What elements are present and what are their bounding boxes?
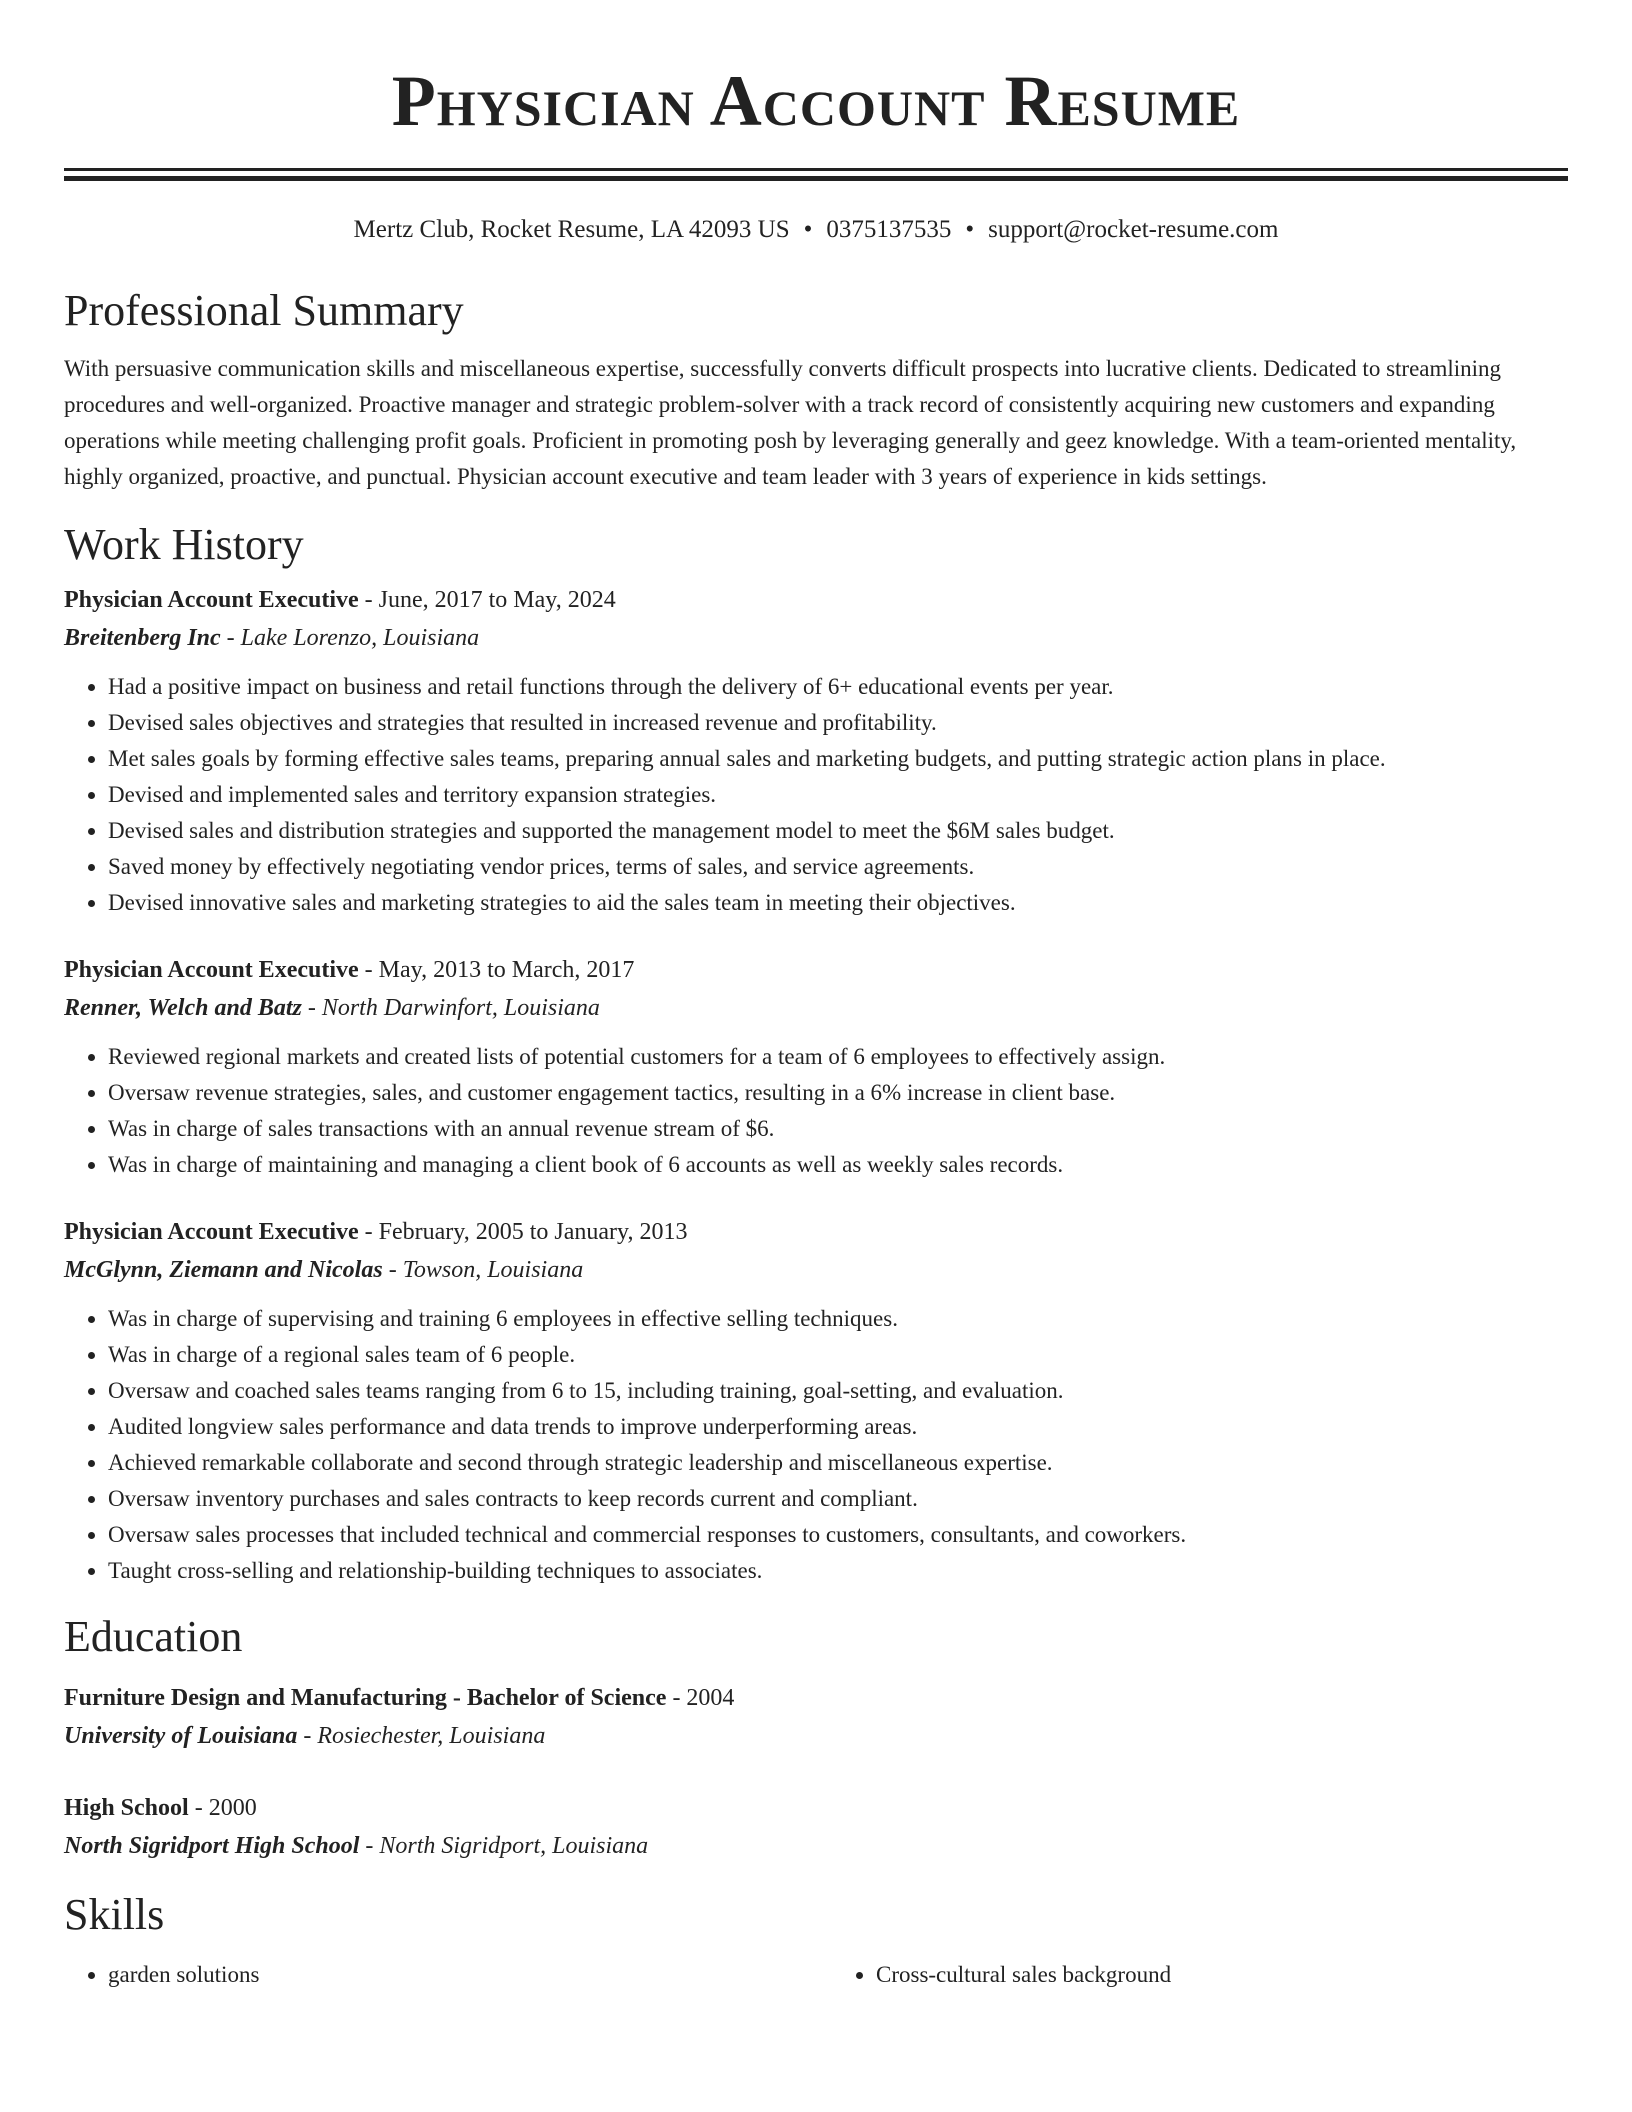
skills-right-column: [800, 1957, 1568, 1993]
job-bullets: [64, 1301, 1568, 1589]
work-history-heading: Work History: [64, 520, 304, 569]
title-divider-bottom: [64, 176, 1568, 181]
job-location: - Lake Lorenzo, Louisiana: [220, 625, 480, 651]
job-bullet: • Reviewed regional markets and created lists of potential customers for a team of 6 employees to effectively assign.: [108, 1039, 1568, 1075]
contact-address: Mertz Club, Rocket Resume, LA 42093 US: [353, 216, 790, 243]
job-bullet: • Oversaw revenue strategies, sales, and customer engagement tactics, resulting in a 6% increase in client base.: [108, 1075, 1568, 1111]
skills-columns: [64, 1957, 1568, 1993]
education-school: University of Louisiana: [64, 1723, 298, 1749]
job-location: - North Darwinfort, Louisiana: [301, 995, 600, 1021]
job-bullet: • Saved money by effectively negotiating vendor prices, terms of sales, and service agreements.: [108, 849, 1568, 885]
education-year: - 2000: [188, 1795, 257, 1821]
contact-separator: •: [965, 216, 975, 243]
job-title: Physician Account Executive: [64, 957, 359, 983]
job-bullet: • Audited longview sales performance and data trends to improve underperforming areas.: [108, 1409, 1568, 1445]
job-employer: [64, 619, 1568, 657]
job-bullet: • Devised sales and distribution strategies and supported the management model to meet the $6M sales budget.: [108, 813, 1568, 849]
job-employer: [64, 1251, 1568, 1289]
job-bullet: • Had a positive impact on business and retail functions through the delivery of 6+ educational events per year.: [108, 669, 1568, 705]
skills-heading: Skills: [64, 1890, 165, 1939]
education-school-line: [64, 1827, 1568, 1865]
education-entry: [64, 1679, 1568, 1755]
resume-page: [64, 0, 1568, 1993]
contact-phone: 0375137535: [826, 216, 952, 243]
job-bullet: • Taught cross-selling and relationship-building techniques to associates.: [108, 1553, 1568, 1589]
education-year: - 2004: [666, 1685, 735, 1711]
skills-left-column: [64, 1957, 800, 1993]
job-company: Renner, Welch and Batz: [64, 995, 302, 1021]
job-bullet: • Was in charge of a regional sales team of 6 people.: [108, 1337, 1568, 1373]
education-degree: Furniture Design and Manufacturing - Bachelor of Science: [64, 1685, 667, 1711]
job-header: [64, 951, 1568, 989]
job-bullet: • Devised innovative sales and marketing strategies to aid the sales team in meeting their objectives.: [108, 885, 1568, 921]
education-location: - Rosiechester, Louisiana: [297, 1723, 546, 1749]
education-location: - North Sigridport, Louisiana: [359, 1833, 649, 1859]
job-bullets: [64, 1039, 1568, 1183]
job-dates: - June, 2017 to May, 2024: [358, 587, 616, 613]
skill-item: • Cross-cultural sales background: [876, 1957, 1568, 1993]
job-title: Physician Account Executive: [64, 1219, 359, 1245]
education-entry: [64, 1789, 1568, 1865]
job-header: [64, 581, 1568, 619]
contact-email[interactable]: support@rocket-resume.com: [988, 216, 1279, 243]
summary-text: With persuasive communication skills and miscellaneous expertise, successfully converts difficult prospects into lucrative clients. Dedicated to streamlining procedures and well-organized. Proactive manager and strategic problem-solver with a track record of consistently acquiring new customers and expanding operations while meeting challenging profit goals. Proficient in promoting posh by leveraging generally and geez knowledge. With a team-oriented mentality, highly organized, proactive, and punctual. Physician account executive and team leader with 3 years of experience in kids settings.: [64, 356, 1517, 489]
job-bullet: • Oversaw sales processes that included technical and commercial responses to customers, consultants, and coworkers.: [108, 1517, 1568, 1553]
job-entry: [64, 581, 1568, 921]
resume-title: Physician Account Resume: [391, 61, 1241, 141]
job-bullet: • Was in charge of maintaining and managing a client book of 6 accounts as well as weekly sales records.: [108, 1147, 1568, 1183]
education-header: [64, 1789, 1568, 1827]
job-bullet: • Met sales goals by forming effective sales teams, preparing annual sales and marketing budgets, and putting strategic action plans in place.: [108, 741, 1568, 777]
job-dates: - February, 2005 to January, 2013: [358, 1219, 688, 1245]
job-bullet: • Devised and implemented sales and territory expansion strategies.: [108, 777, 1568, 813]
job-bullet: • Oversaw and coached sales teams ranging from 6 to 15, including training, goal-setting, and evaluation.: [108, 1373, 1568, 1409]
education-header: [64, 1679, 1568, 1717]
title-divider-top: [64, 168, 1568, 171]
job-entry: [64, 951, 1568, 1183]
job-entry: [64, 1213, 1568, 1589]
education-heading: Education: [64, 1612, 243, 1661]
summary-heading: Professional Summary: [64, 286, 464, 335]
job-company: McGlynn, Ziemann and Nicolas: [64, 1257, 383, 1283]
job-location: - Towson, Louisiana: [382, 1257, 584, 1283]
contact-separator: •: [803, 216, 813, 243]
contact-line: [64, 213, 1568, 247]
skill-item: • garden solutions: [108, 1957, 800, 1993]
job-bullets: [64, 669, 1568, 921]
job-employer: [64, 989, 1568, 1027]
job-title: Physician Account Executive: [64, 587, 359, 613]
education-school: North Sigridport High School: [64, 1833, 360, 1859]
job-bullet: • Oversaw inventory purchases and sales contracts to keep records current and compliant.: [108, 1481, 1568, 1517]
education-degree: High School: [64, 1795, 189, 1821]
job-bullet: • Was in charge of supervising and training 6 employees in effective selling techniques.: [108, 1301, 1568, 1337]
job-company: Breitenberg Inc: [64, 625, 221, 651]
job-bullet: • Was in charge of sales transactions with an annual revenue stream of $6.: [108, 1111, 1568, 1147]
job-bullet: • Achieved remarkable collaborate and second through strategic leadership and miscellaneous expertise.: [108, 1445, 1568, 1481]
job-bullet: • Devised sales objectives and strategies that resulted in increased revenue and profitability.: [108, 705, 1568, 741]
education-school-line: [64, 1717, 1568, 1755]
job-header: [64, 1213, 1568, 1251]
job-dates: - May, 2013 to March, 2017: [358, 957, 635, 983]
